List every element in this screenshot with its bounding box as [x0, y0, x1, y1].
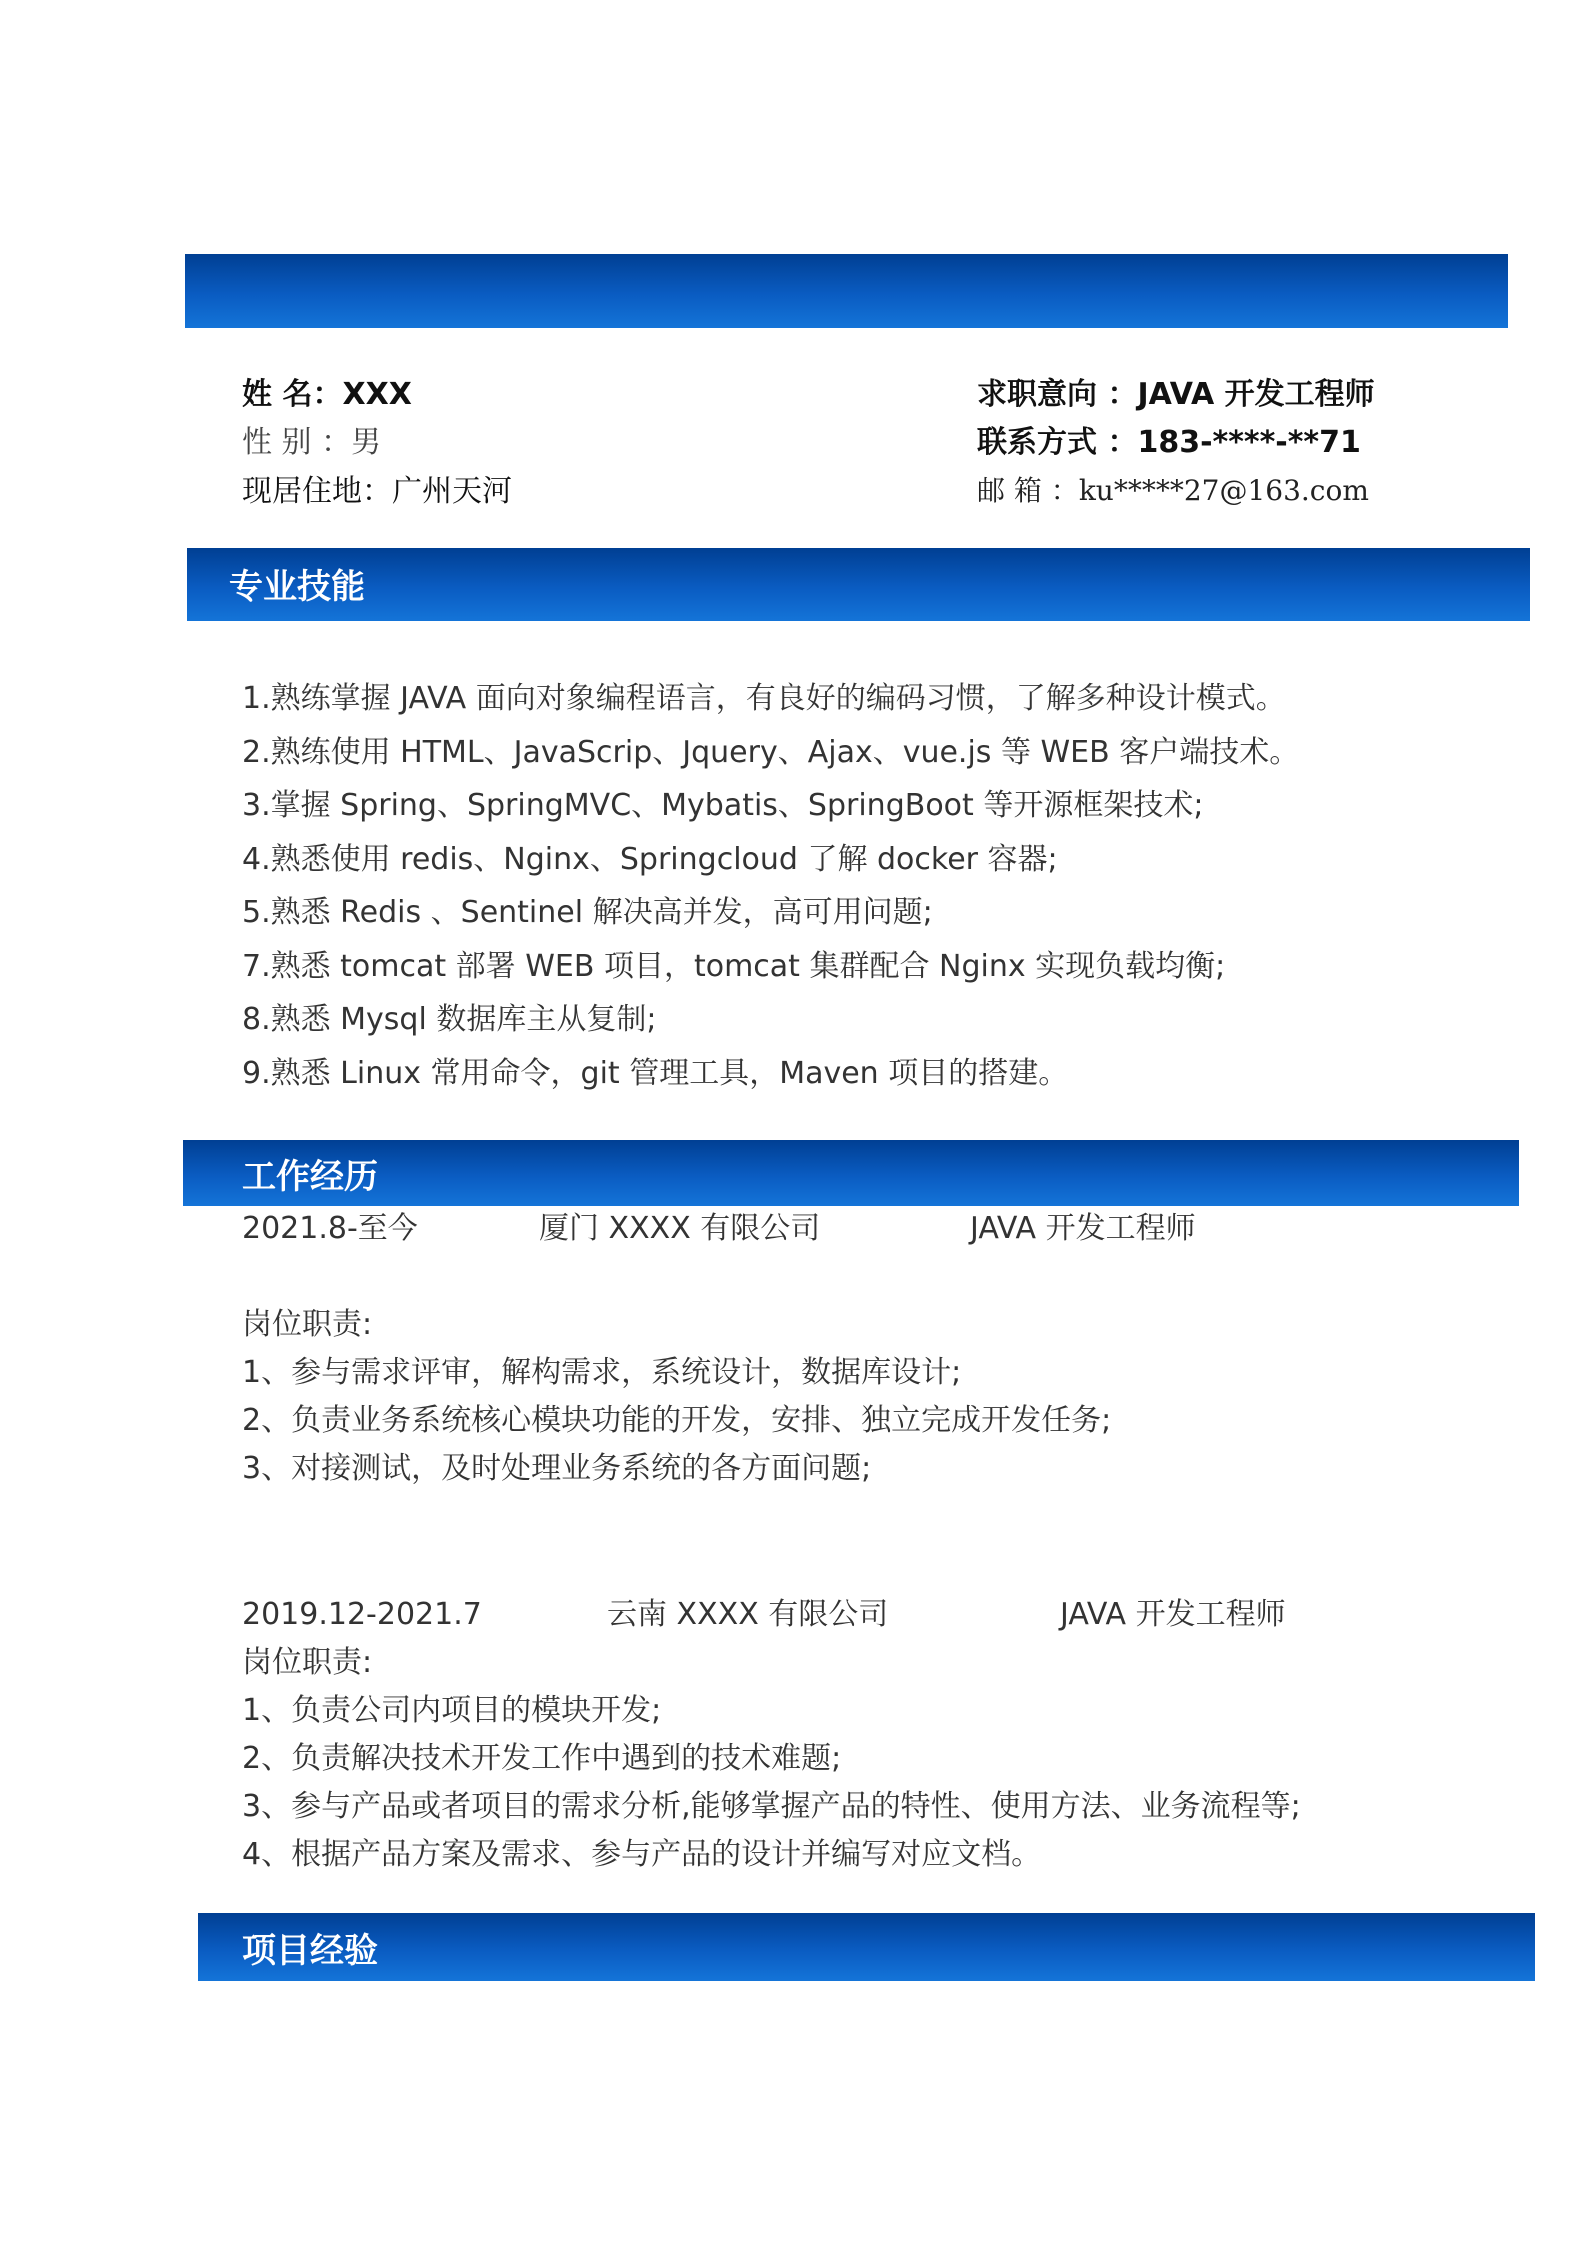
skill-item: 5.熟悉 Redis 、Sentinel 解决高并发，高可用问题; — [242, 895, 933, 930]
name-value: XXX — [342, 377, 412, 412]
skill-item: 2.熟练使用 HTML、JavaScrip、Jquery、Ajax、vue.js 等 WEB 客户端技术。 — [242, 735, 1300, 770]
contact-field — [977, 425, 1361, 460]
contact-value: 183-****-**71 — [1137, 425, 1361, 460]
duty-item: 1、参与需求评审，解构需求，系统设计，数据库设计; — [242, 1355, 962, 1390]
duty-item: 2、负责解决技术开发工作中遇到的技术难题; — [242, 1741, 842, 1776]
gender-value: 男 — [351, 425, 382, 460]
work-header-band — [183, 1140, 1519, 1206]
job-period: 2019.12-2021.7 — [242, 1597, 482, 1632]
job-period: 2021.8-至今 — [242, 1211, 418, 1246]
skill-item: 8.熟悉 Mysql 数据库主从复制; — [242, 1002, 657, 1037]
duty-item: 3、对接测试，及时处理业务系统的各方面问题; — [242, 1451, 872, 1486]
skills-title: 专业技能 — [229, 567, 365, 607]
skill-item: 1.熟练掌握 JAVA 面向对象编程语言，有良好的编码习惯，了解多种设计模式。 — [242, 681, 1286, 716]
work-title: 工作经历 — [242, 1157, 378, 1197]
skill-item: 3.掌握 Spring、SpringMVC、Mybatis、SpringBoot 等开源框架技术; — [242, 788, 1204, 823]
basic-info-header-band — [185, 254, 1508, 328]
skill-item: 7.熟悉 tomcat 部署 WEB 项目，tomcat 集群配合 Nginx 实现负载均衡; — [242, 949, 1226, 984]
skill-item: 4.熟悉使用 redis、Nginx、Springcloud 了解 docker 容器; — [242, 842, 1058, 877]
residence-field — [242, 474, 512, 509]
intent-value: JAVA 开发工程师 — [1137, 377, 1375, 412]
duty-item: 3、参与产品或者项目的需求分析,能够掌握产品的特性、使用方法、业务流程等; — [242, 1789, 1301, 1824]
job-position: JAVA 开发工程师 — [1060, 1597, 1286, 1632]
gender-field — [242, 425, 382, 460]
duty-item: 4、根据产品方案及需求、参与产品的设计并编写对应文档。 — [242, 1837, 1042, 1872]
intent-field — [977, 377, 1375, 412]
job-company: 厦门 XXXX 有限公司 — [539, 1211, 821, 1246]
skills-header-band — [187, 548, 1530, 621]
email-field — [977, 474, 1369, 507]
job-company: 云南 XXXX 有限公司 — [607, 1597, 889, 1632]
email-value[interactable]: ku*****27@163.com — [1078, 474, 1369, 507]
skill-item: 9.熟悉 Linux 常用命令，git 管理工具，Maven 项目的搭建。 — [242, 1056, 1069, 1091]
email-label: 邮 箱 ： — [977, 474, 1079, 507]
projects-title: 项目经验 — [242, 1931, 378, 1971]
name-label: 姓 名： — [242, 377, 343, 412]
job-position: JAVA 开发工程师 — [970, 1211, 1196, 1246]
residence-value: 广州天河 — [392, 474, 512, 509]
duty-label: 岗位职责: — [242, 1645, 373, 1680]
duty-label: 岗位职责: — [242, 1307, 373, 1342]
name-field — [242, 377, 412, 412]
residence-label: 现居住地： — [242, 474, 392, 509]
contact-label: 联系方式 ： — [977, 425, 1138, 460]
gender-label: 性 别 ： — [242, 425, 352, 460]
intent-label: 求职意向 ： — [977, 377, 1138, 412]
duty-item: 2、负责业务系统核心模块功能的开发，安排、独立完成开发任务; — [242, 1403, 1112, 1438]
duty-item: 1、负责公司内项目的模块开发; — [242, 1693, 662, 1728]
projects-header-band — [198, 1913, 1535, 1981]
